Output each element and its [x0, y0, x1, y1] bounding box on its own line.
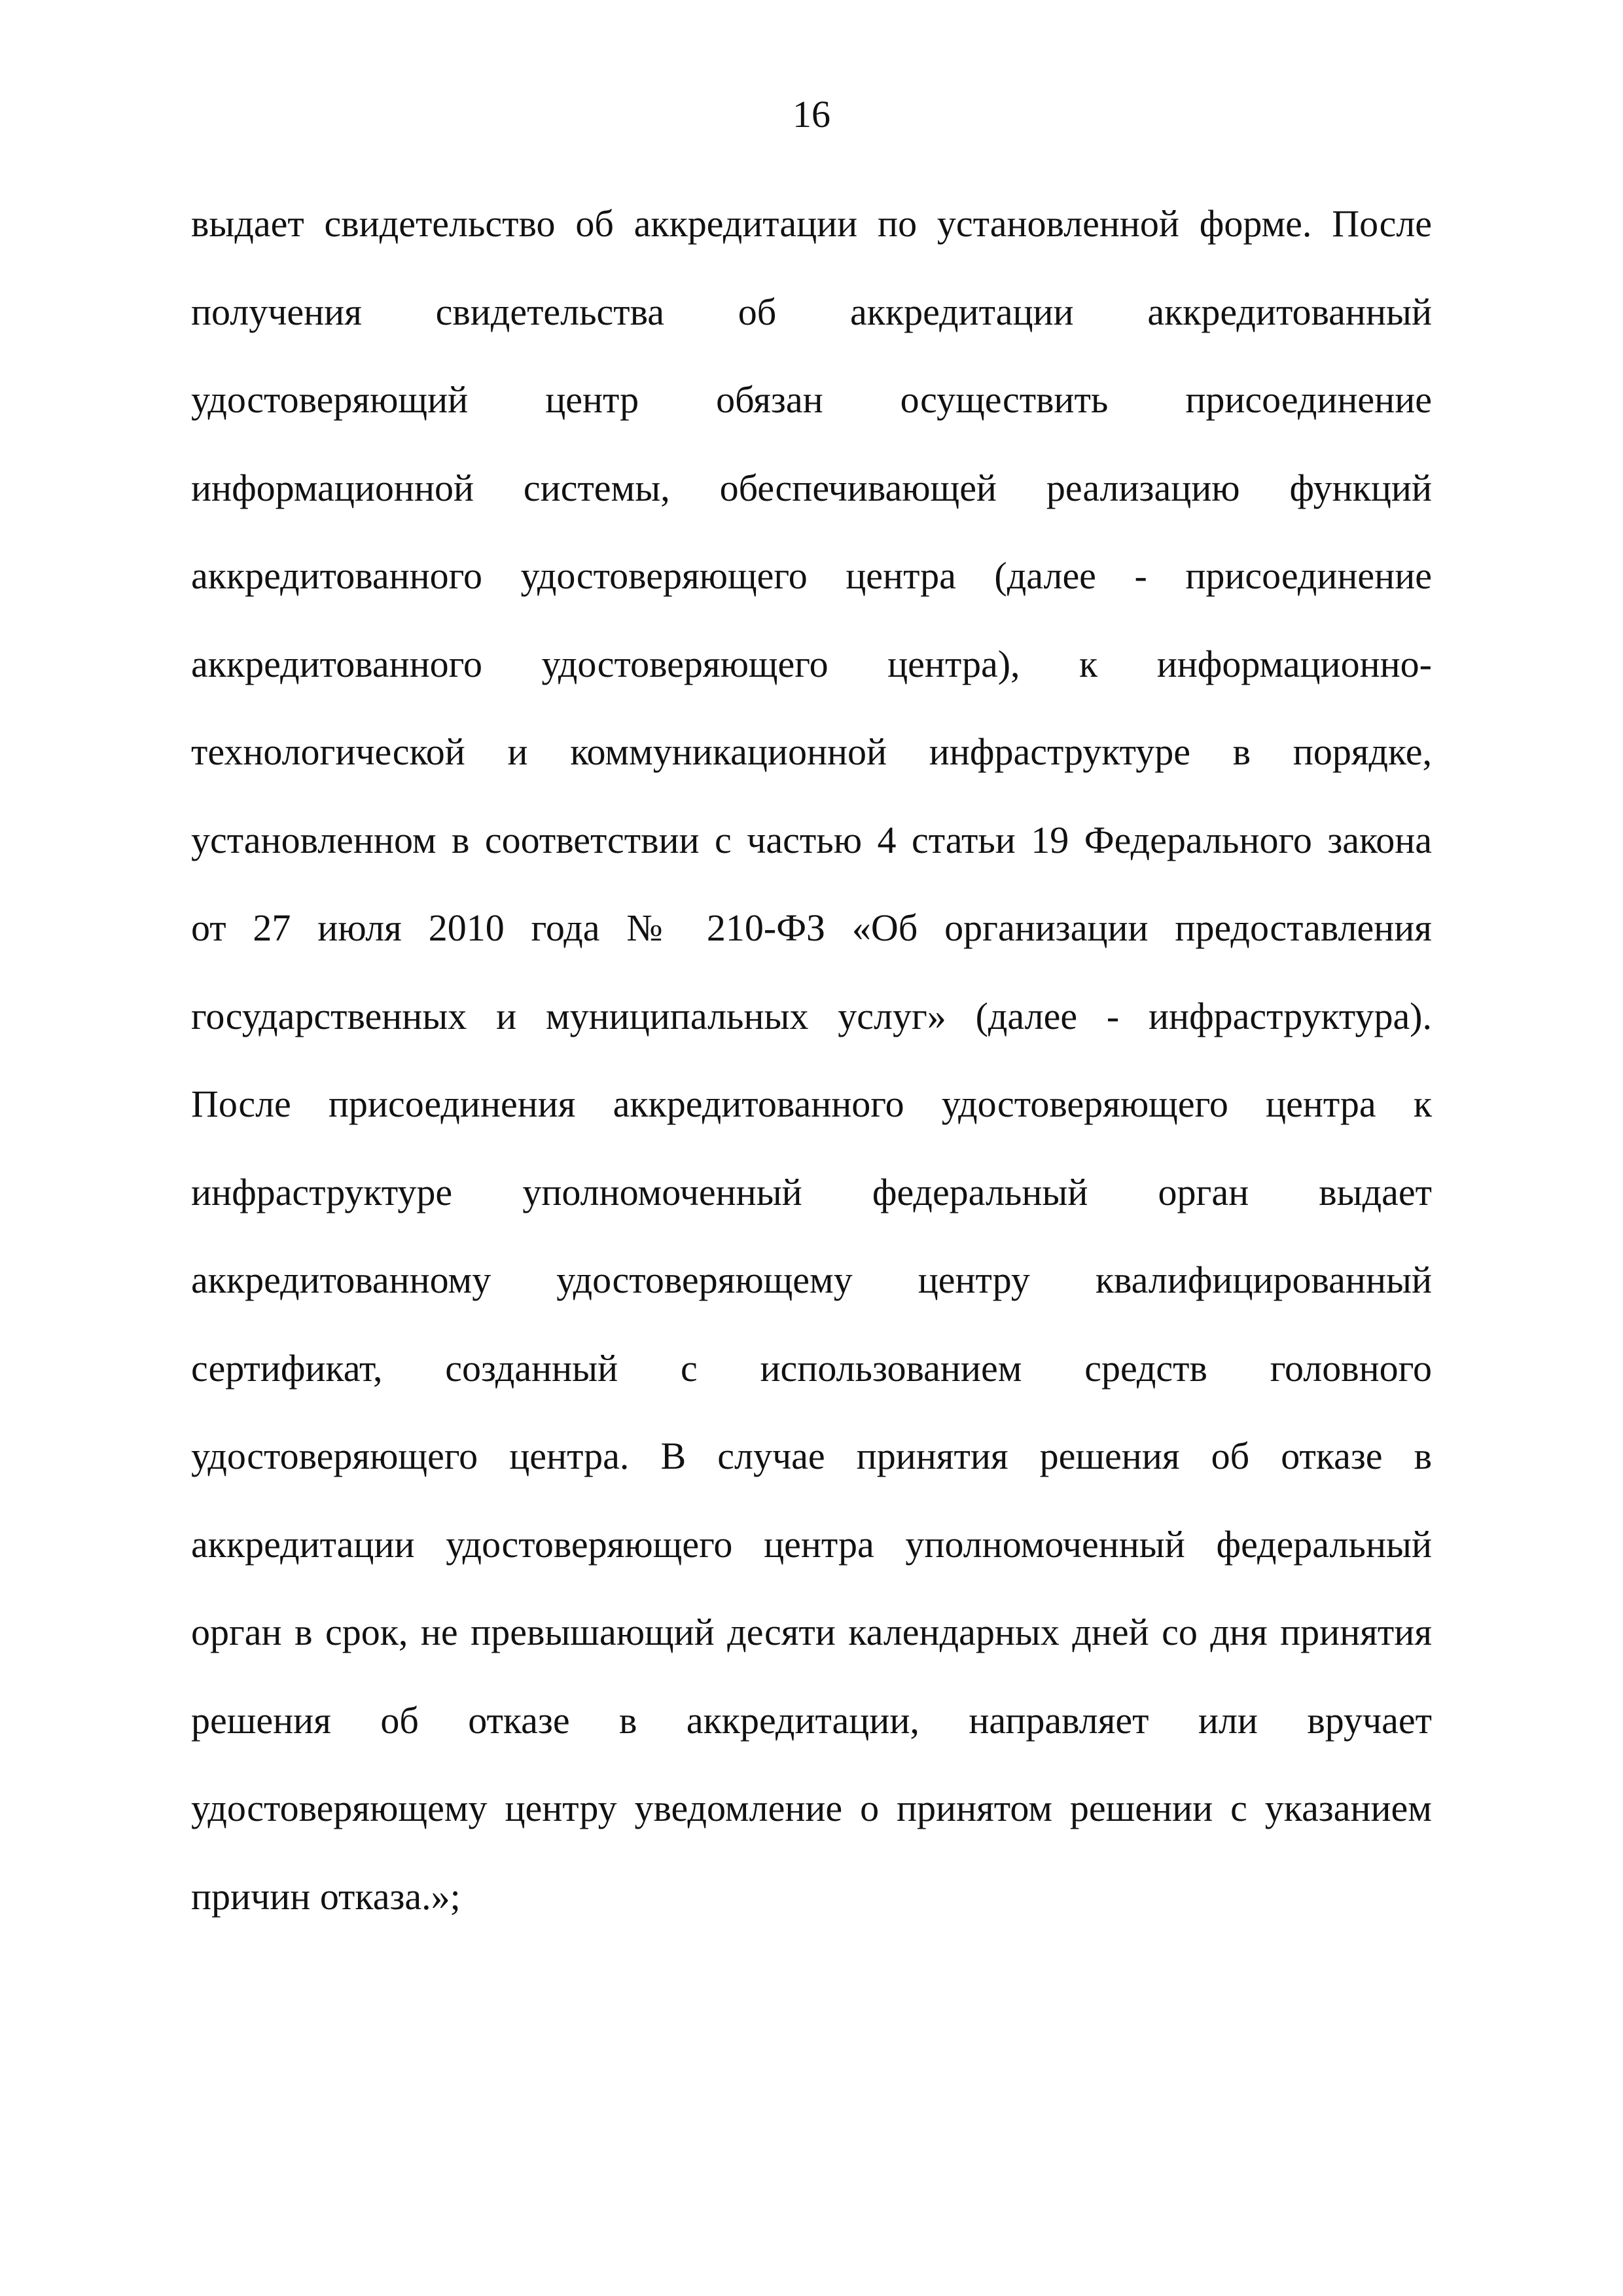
text-line: орган в срок, не превышающий десяти календарных дней со дня принятия [191, 1611, 1432, 1653]
text-line: информационной системы, обеспечивающей реализацию функций [191, 466, 1432, 509]
text-line: государственных и муниципальных услуг» (далее - инфраструктура). [191, 994, 1432, 1037]
text-line: установленном в соответствии с частью 4 статьи 19 Федерального закона [191, 818, 1432, 861]
text-line: причин отказа.»; [191, 1874, 461, 1918]
text-line: получения свидетельства об аккредитации аккредитованный [191, 290, 1432, 333]
text-line: сертификат, созданный с использованием средств головного [191, 1346, 1432, 1390]
text-line: аккредитованного удостоверяющего центра), к информационно- [191, 642, 1432, 685]
text-line: решения об отказе в аккредитации, направляет или вручает [191, 1698, 1432, 1742]
text-line: выдает свидетельство об аккредитации по установленной форме. После [191, 202, 1432, 245]
text-line: инфраструктуре уполномоченный федеральный орган выдает [191, 1170, 1432, 1213]
body-text [191, 180, 1432, 1941]
text-line: аккредитованного удостоверяющего центра (далее - присоединение [191, 554, 1432, 597]
text-line: аккредитованному удостоверяющему центру квалифицированный [191, 1259, 1432, 1301]
text-line: удостоверяющего центра. В случае принятия решения об отказе в [191, 1435, 1432, 1477]
page-number: 16 [793, 93, 830, 135]
text-line: После присоединения аккредитованного удостоверяющего центра к [191, 1083, 1432, 1125]
text-line: аккредитации удостоверяющего центра уполномоченный федеральный [191, 1522, 1432, 1566]
text-line: удостоверяющему центру уведомление о принятом решении с указанием [191, 1787, 1432, 1829]
text-line: удостоверяющий центр обязан осуществить присоединение [191, 378, 1432, 421]
text-line: технологической и коммуникационной инфраструктуре в порядке, [191, 730, 1432, 773]
text-line: от 27 июля 2010 года № 210-ФЗ «Об организации предоставления [191, 906, 1432, 949]
